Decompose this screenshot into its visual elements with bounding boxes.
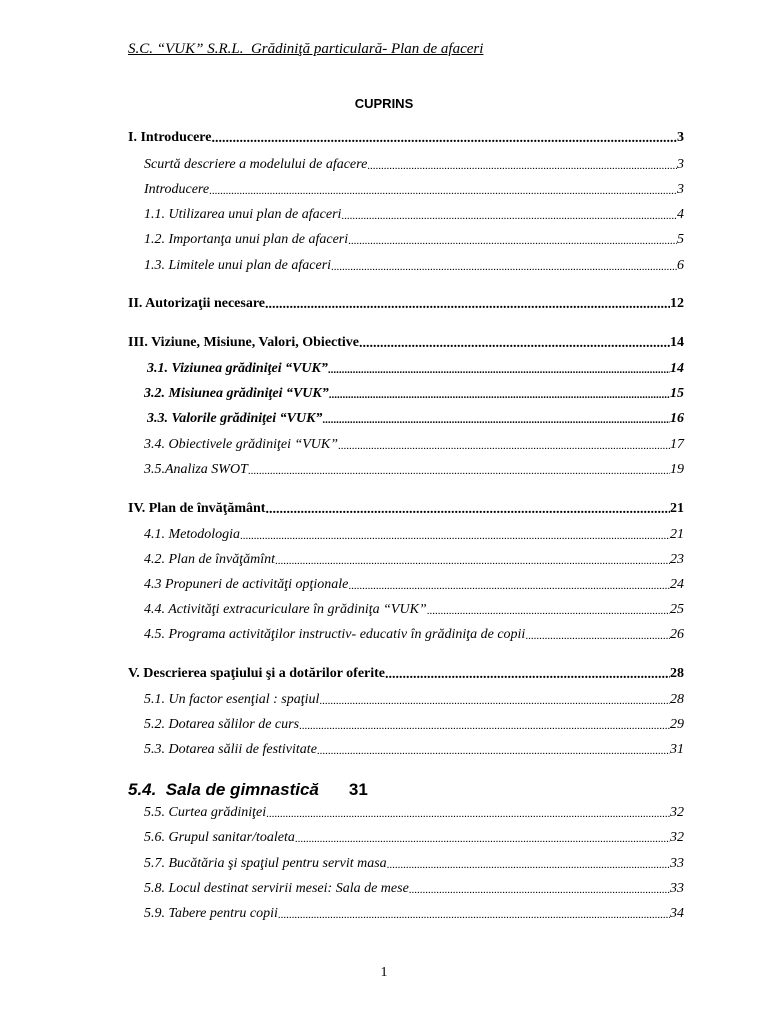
toc-entry[interactable] bbox=[144, 550, 684, 568]
page-number: 1 bbox=[380, 965, 388, 980]
toc-entry-label: 1.2. Importanţa unui plan de afaceri bbox=[144, 232, 349, 247]
dot-leader bbox=[299, 719, 670, 733]
dot-leader bbox=[348, 234, 677, 248]
toc-entry-page: 5 bbox=[677, 232, 684, 247]
toc-entry-label: I. Introducere bbox=[128, 130, 212, 145]
toc-entry[interactable] bbox=[144, 435, 684, 453]
toc-entry[interactable] bbox=[144, 384, 684, 402]
toc-entry-page: 28 bbox=[670, 692, 684, 707]
dot-leader bbox=[409, 883, 670, 897]
toc-entry[interactable] bbox=[144, 600, 684, 618]
toc-entry-label: 5.5. Curtea grădiniţei bbox=[144, 805, 267, 820]
toc-entry-label: 5.1. Un factor esenţial : spaţiul bbox=[144, 692, 320, 707]
toc-entry[interactable] bbox=[144, 230, 684, 248]
toc-entry-page: 24 bbox=[670, 577, 684, 592]
toc-entry[interactable] bbox=[144, 904, 684, 922]
toc-entry-label: II. Autorizaţii necesare bbox=[128, 296, 265, 311]
toc-entry-label: V. Descrierea spaţiului şi a dotărilor oferite bbox=[128, 666, 386, 681]
document-header: S.C. “VUK” S.R.L. Grădiniţă particulară- Plan de afaceri bbox=[128, 41, 484, 57]
toc-entry-label: 5.9. Tabere pentru copii bbox=[144, 906, 278, 921]
toc-entry-label: 5.4. Sala de gimnastică bbox=[128, 780, 319, 799]
toc-entry-page: 33 bbox=[670, 856, 684, 871]
toc-entry[interactable] bbox=[144, 460, 684, 478]
toc-entry-label: IV. Plan de învăţământ bbox=[128, 501, 266, 516]
toc-entry-label: 4.4. Activităţi extracuriculare în grădiniţa “VUK” bbox=[144, 602, 427, 617]
toc-entry-page: 23 bbox=[670, 552, 684, 567]
toc-entry[interactable] bbox=[144, 575, 684, 593]
dot-leader bbox=[367, 159, 677, 173]
dot-leader bbox=[266, 807, 670, 821]
toc-entry-label: Scurtă descriere a modelului de afacere bbox=[144, 157, 368, 172]
toc-entry-chapter-4[interactable] bbox=[128, 499, 684, 517]
toc-entry[interactable] bbox=[147, 359, 684, 377]
toc-entry-page: 32 bbox=[670, 805, 684, 820]
toc-entry-label: 1.3. Limitele unui plan de afaceri bbox=[144, 258, 332, 273]
toc-entry-page: 26 bbox=[670, 627, 684, 642]
dot-leader bbox=[329, 388, 670, 402]
toc-entry-page: 34 bbox=[670, 906, 684, 921]
toc-entry-label: 3.3. Valorile grădiniţei “VUK” bbox=[147, 411, 323, 426]
toc-entry-page: 12 bbox=[670, 296, 684, 311]
dot-leader bbox=[248, 464, 670, 478]
toc-entry-label: 4.3 Propuneri de activităţi opţionale bbox=[144, 577, 349, 592]
toc-entry-label: 3.2. Misiunea grădiniţei “VUK” bbox=[144, 386, 329, 401]
toc-entry[interactable] bbox=[144, 715, 684, 733]
dot-leader bbox=[240, 529, 670, 543]
dot-leader bbox=[427, 604, 670, 618]
toc-entry-label: 3.4. Obiectivele grădiniţei “VUK” bbox=[144, 437, 339, 452]
toc-entry-page: 3 bbox=[677, 130, 684, 145]
dot-leader bbox=[385, 668, 670, 682]
toc-entry-page: 17 bbox=[670, 437, 684, 452]
toc-entry-label: 5.6. Grupul sanitar/toaleta bbox=[144, 830, 295, 845]
toc-entry-page: 15 bbox=[670, 386, 684, 401]
dot-leader bbox=[317, 744, 670, 758]
toc-entry-page: 19 bbox=[670, 462, 684, 477]
toc-entry-label: 4.1. Metodologia bbox=[144, 527, 241, 542]
toc-entry-page: 3 bbox=[677, 182, 684, 197]
toc-entry[interactable] bbox=[144, 256, 684, 274]
toc-entry[interactable] bbox=[144, 625, 684, 643]
dot-leader bbox=[278, 908, 670, 922]
toc-entry[interactable] bbox=[144, 740, 684, 758]
toc-entry[interactable] bbox=[144, 690, 684, 708]
toc-entry-label: 5.2. Dotarea sălilor de curs bbox=[144, 717, 300, 732]
toc-entry-page: 21 bbox=[670, 527, 684, 542]
toc-entry[interactable] bbox=[144, 879, 684, 897]
toc-entry-label: 4.2. Plan de învăţămînt bbox=[144, 552, 276, 567]
toc-entry-page: 14 bbox=[670, 335, 684, 350]
toc-entry-page: 32 bbox=[670, 830, 684, 845]
toc-entry-label: 3.5.Analiza SWOT bbox=[144, 462, 248, 477]
toc-entry[interactable] bbox=[144, 803, 684, 821]
toc-entry-page: 29 bbox=[670, 717, 684, 732]
dot-leader bbox=[328, 363, 670, 377]
dot-leader bbox=[295, 832, 670, 846]
dot-leader bbox=[275, 554, 670, 568]
toc-entry-label: 5.8. Locul destinat servirii mesei: Sala de mese bbox=[144, 881, 409, 896]
toc-entry-page: 31 bbox=[670, 742, 684, 757]
dot-leader bbox=[265, 503, 670, 517]
toc-entry-chapter-1[interactable] bbox=[128, 128, 684, 146]
toc-entry[interactable] bbox=[144, 525, 684, 543]
toc-entry-label: Introducere bbox=[144, 182, 210, 197]
toc-entry[interactable] bbox=[144, 854, 684, 872]
dot-leader bbox=[265, 298, 670, 312]
dot-leader bbox=[338, 439, 670, 453]
toc-entry-label: 4.5. Programa activităţilor instructiv- educativ în grădiniţa de copii bbox=[144, 627, 526, 642]
toc-entry-page: 4 bbox=[677, 207, 684, 222]
toc-entry-label: 5.3. Dotarea sălii de festivitate bbox=[144, 742, 317, 757]
dot-leader bbox=[319, 694, 670, 708]
toc-entry[interactable] bbox=[144, 828, 684, 846]
toc-entry-page: 21 bbox=[670, 501, 684, 516]
dot-leader bbox=[331, 260, 677, 274]
toc-entry-page: 16 bbox=[670, 411, 684, 426]
dot-leader bbox=[348, 579, 670, 593]
toc-title: CUPRINS bbox=[354, 96, 414, 111]
toc-entry-label: 1.1. Utilizarea unui plan de afaceri bbox=[144, 207, 342, 222]
dot-leader bbox=[525, 629, 670, 643]
toc-entry-page: 6 bbox=[677, 258, 684, 273]
toc-entry-page: 3 bbox=[677, 157, 684, 172]
dot-leader bbox=[209, 184, 677, 198]
toc-entry-page: 31 bbox=[348, 780, 368, 799]
toc-entry[interactable] bbox=[147, 409, 684, 427]
toc-entry-chapter-2[interactable] bbox=[128, 294, 684, 312]
toc-entry-chapter-5[interactable] bbox=[128, 664, 684, 682]
dot-leader bbox=[341, 209, 677, 223]
toc-entry-label: III. Viziune, Misiune, Valori, Obiective bbox=[128, 335, 360, 350]
dot-leader bbox=[322, 413, 670, 427]
toc-entry-page: 14 bbox=[670, 361, 684, 376]
toc-entry[interactable] bbox=[144, 180, 684, 198]
toc-entry-page: 25 bbox=[670, 602, 684, 617]
toc-entry[interactable] bbox=[144, 155, 684, 173]
toc-entry-label: 5.7. Bucătăria şi spaţiul pentru servit masa bbox=[144, 856, 387, 871]
dot-leader bbox=[359, 337, 670, 351]
toc-entry[interactable] bbox=[144, 205, 684, 223]
dot-leader bbox=[387, 858, 670, 872]
toc-entry-label: 3.1. Viziunea grădiniţei “VUK” bbox=[147, 361, 328, 376]
dot-leader bbox=[211, 132, 677, 146]
toc-entry-page: 33 bbox=[670, 881, 684, 896]
toc-entry-page: 28 bbox=[670, 666, 684, 681]
toc-entry-chapter-3[interactable] bbox=[128, 333, 684, 351]
toc-entry-heading[interactable] bbox=[128, 780, 368, 800]
